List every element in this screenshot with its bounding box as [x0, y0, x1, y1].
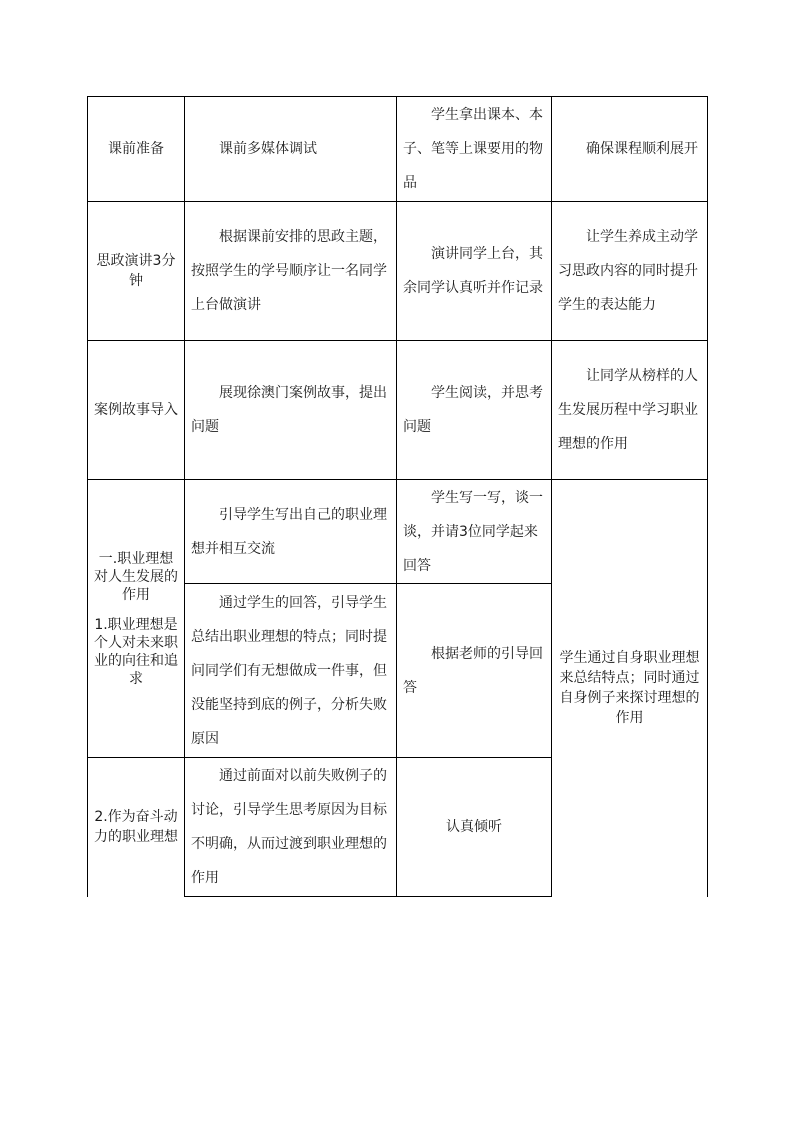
lesson-plan-table	[87, 96, 708, 897]
section-stage-cell	[88, 480, 185, 758]
table-row	[88, 341, 708, 480]
teacher-activity-cell: 引导学生写出自己的职业理想并相互交流	[185, 480, 397, 584]
section-title: 一.职业理想对人生发展的作用	[94, 550, 178, 603]
student-activity-cell: 认真倾听	[397, 758, 552, 897]
student-activity-cell: 演讲同学上台，其余同学认真听并作记录	[397, 202, 552, 341]
stage-cell: 思政演讲3分钟	[88, 202, 185, 341]
student-activity-cell: 学生写一写，谈一谈，并请3位同学起来回答	[397, 480, 552, 584]
purpose-cell: 让学生养成主动学习思政内容的同时提升学生的表达能力	[552, 202, 708, 341]
stage-cell: 课前准备	[88, 97, 185, 202]
table-row	[88, 97, 708, 202]
table-row	[88, 202, 708, 341]
student-activity-cell: 学生拿出课本、本子、笔等上课要用的物品	[397, 97, 552, 202]
stage-cell: 案例故事导入	[88, 341, 185, 480]
section-subtitle-1: 1.职业理想是个人对未来职业的向往和追求	[94, 616, 178, 687]
student-activity-cell: 根据老师的引导回答	[397, 584, 552, 758]
section-stage-cell-2: 2.作为奋斗动力的职业理想	[88, 758, 185, 897]
teacher-activity-cell: 通过学生的回答，引导学生总结出职业理想的特点；同时提问同学们有无想做成一件事，但没能坚持到底的例子，分析失败原因	[185, 584, 397, 758]
section-purpose-cell: 学生通过自身职业理想来总结特点；同时通过自身例子来探讨理想的作用	[552, 480, 708, 897]
purpose-cell: 让同学从榜样的人生发展历程中学习职业理想的作用	[552, 341, 708, 480]
teacher-activity-cell: 展现徐澳门案例故事，提出问题	[185, 341, 397, 480]
student-activity-cell: 学生阅读，并思考问题	[397, 341, 552, 480]
section-heading-group	[94, 550, 178, 688]
purpose-cell: 确保课程顺利展开	[552, 97, 708, 202]
teacher-activity-cell: 课前多媒体调试	[185, 97, 397, 202]
table-row	[88, 480, 708, 584]
teacher-activity-cell: 根据课前安排的思政主题，按照学生的学号顺序让一名同学上台做演讲	[185, 202, 397, 341]
teacher-activity-cell: 通过前面对以前失败例子的讨论，引导学生思考原因为目标不明确，从而过渡到职业理想的作用	[185, 758, 397, 897]
